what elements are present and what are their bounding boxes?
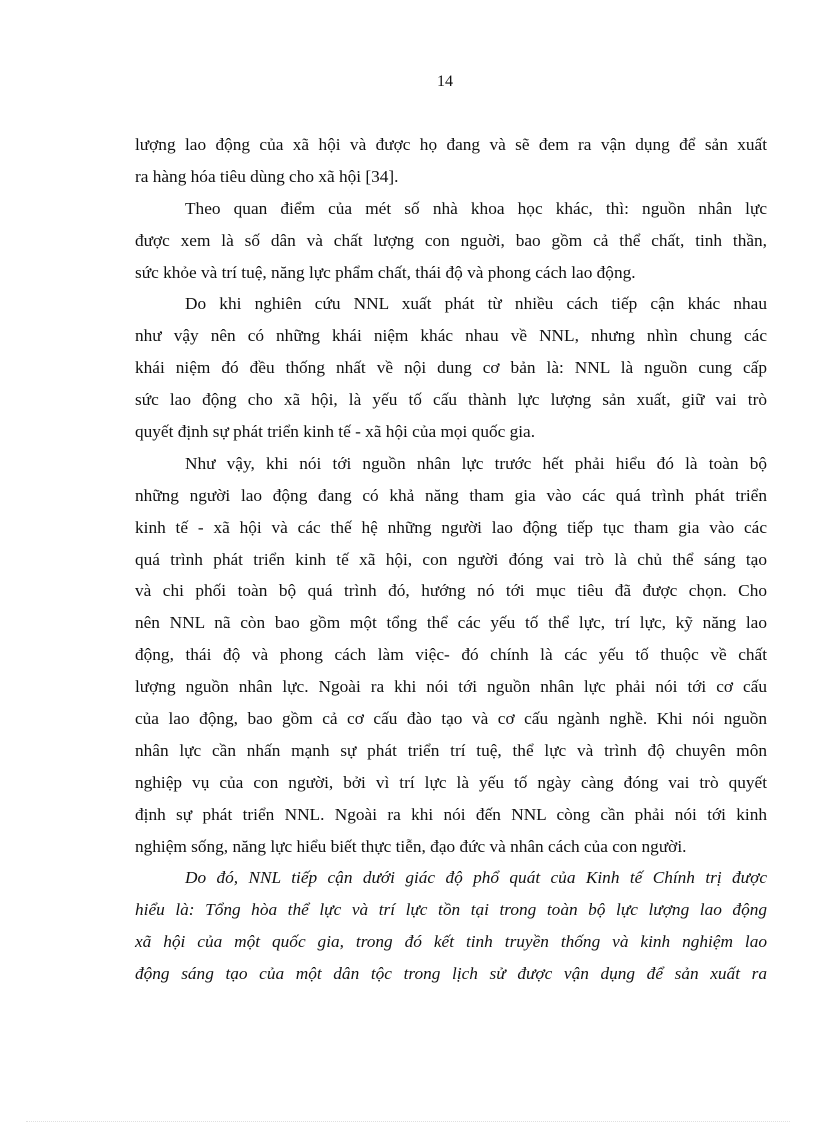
- text-line: kinh tế - xã hội và các thế hệ những người lao động tiếp tục tham gia vào các: [135, 517, 767, 537]
- paragraph: [135, 448, 767, 863]
- text-line: Do đó, NNL tiếp cận dưới giác độ phổ quát của Kinh tế Chính trị được: [185, 868, 767, 888]
- text-line: khái niệm đó đều thống nhất về nội dung cơ bản là: NNL là nguồn cung cấp: [135, 358, 767, 378]
- text-line: như vậy nên có những khái niệm khác nhau về NNL, nhưng nhìn chung các: [135, 326, 767, 346]
- text-line: nghiệm sống, năng lực hiểu biết thực tiễn, đạo đức và nhân cách của con người.: [135, 836, 687, 856]
- text-line: hiểu là: Tổng hòa thể lực và trí lực tồn tại trong toàn bộ lực lượng lao động: [135, 900, 767, 920]
- text-line: xã hội của một quốc gia, trong đó kết tinh truyền thống và kinh nghiệm lao: [135, 932, 767, 952]
- paragraph: [135, 288, 767, 447]
- text-line: nên NNL nã còn bao gồm một tổng thể các yếu tố thể lực, trí lực, kỹ năng lao: [135, 613, 767, 633]
- text-line: sức lao động cho xã hội, là yếu tố cấu thành lực lượng sản xuất, giữ vai trò: [135, 390, 767, 410]
- document-body: [135, 129, 767, 990]
- text-line: Như vậy, khi nói tới nguồn nhân lực trước hết phải hiểu đó là toàn bộ: [185, 453, 767, 473]
- paragraph: [135, 193, 767, 289]
- page-number: 14: [437, 73, 453, 90]
- text-line: nhân lực cần nhấn mạnh sự phát triển trí tuệ, thể lực và trình độ chuyên môn: [135, 740, 767, 760]
- text-line: nghiệp vụ của con người, bởi vì trí lực là yếu tố ngày càng đóng vai trò quyết: [135, 772, 767, 792]
- text-line: động, thái độ và phong cách làm việc- đó chính là các yếu tố thuộc về chất: [135, 645, 767, 665]
- text-line: Theo quan điểm của mét số nhà khoa học khác, thì: nguồn nhân lực: [185, 198, 767, 218]
- text-line: động sáng tạo của một dân tộc trong lịch sử được vận dụng để sản xuất ra: [135, 964, 767, 984]
- text-line: được xem là số dân và chất lượng con nguời, bao gồm cả thể chất, tinh thần,: [135, 230, 767, 250]
- text-line: và chi phối toàn bộ quá trình đó, hướng nó tới mục tiêu đã được chọn. Cho: [135, 581, 767, 601]
- page-bottom-divider: [26, 1121, 790, 1122]
- text-line: quyết định sự phát triển kinh tế - xã hội của mọi quốc gia.: [135, 422, 536, 442]
- italic-paragraph: [135, 862, 767, 990]
- text-line: sức khỏe và trí tuệ, năng lực phẩm chất, thái độ và phong cách lao động.: [135, 262, 636, 282]
- text-line: quá trình phát triển kinh tế xã hội, con người đóng vai trò là chủ thể sáng tạo: [135, 549, 767, 569]
- text-line: Do khi nghiên cứu NNL xuất phát từ nhiều cách tiếp cận khác nhau: [185, 294, 767, 314]
- text-line: của lao động, bao gồm cả cơ cấu đào tạo và cơ cấu ngành nghề. Khi nói nguồn: [135, 709, 767, 729]
- text-line: định sự phát triển NNL. Ngoài ra khi nói đến NNL còng cần phải nói tới kinh: [135, 804, 767, 824]
- text-line: lượng lao động của xã hội và được họ đang và sẽ đem ra vận dụng để sản xuất: [135, 135, 767, 154]
- text-line: lượng nguồn nhân lực. Ngoài ra khi nói tới nguồn nhân lực phải nói tới cơ cấu: [135, 677, 767, 697]
- text-line: những người lao động đang có khả năng tham gia vào các quá trình phát triển: [135, 485, 767, 505]
- paragraph: [135, 129, 767, 193]
- text-line: ra hàng hóa tiêu dùng cho xã hội [34].: [135, 166, 399, 186]
